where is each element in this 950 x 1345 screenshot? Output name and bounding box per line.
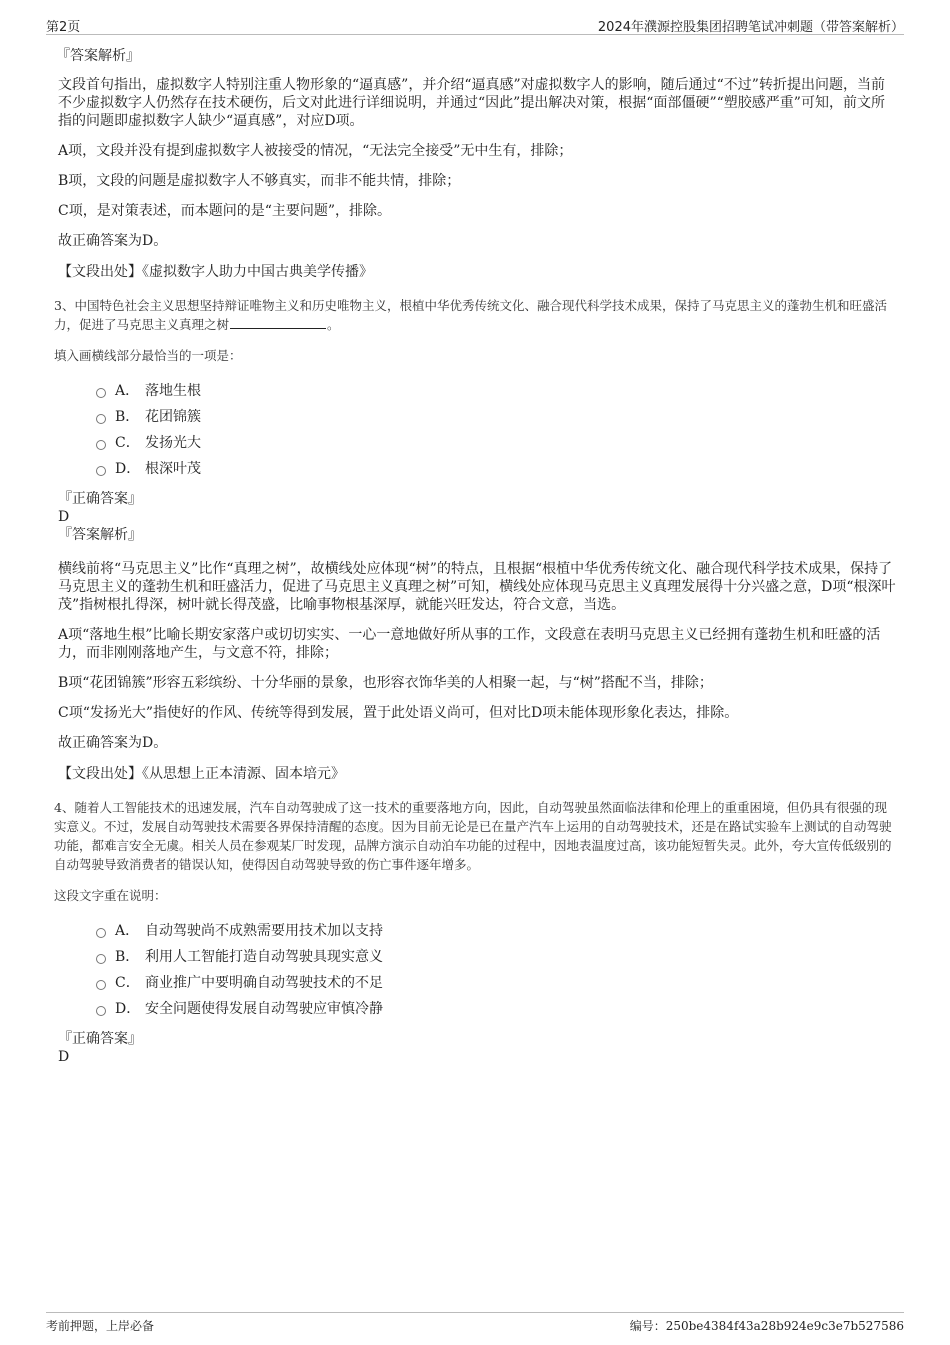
q3-question-text: 3、中国特色社会主义思想坚持辩证唯物主义和历史唯物主义，根植中华优秀传统文化、融合现代科学技术成果，保持了马克思主义的蓬勃生机和旺盛活力，促进了马克思主义真理之树 — [54, 298, 887, 332]
q2-analysis-paragraph: 故正确答案为D。 — [58, 233, 168, 249]
q3-correct-value: D — [58, 509, 70, 525]
footer-slogan: 考前押题，上岸必备 — [46, 1319, 155, 1333]
radio-icon[interactable] — [96, 414, 106, 424]
q3-analysis-paragraph: C项“发扬光大”指使好的作风、传统等得到发展，置于此处语义尚可，但对比D项未能体现形象化表达，排除。 — [58, 705, 739, 721]
option-text: 自动驾驶尚不成熟需要用技术加以支持 — [145, 923, 383, 939]
option-letter: D． — [115, 1001, 141, 1017]
radio-icon[interactable] — [96, 440, 106, 450]
q4-prompt: 这段文字重在说明： — [54, 888, 167, 903]
q3-source: 【文段出处】《从思想上正本清源、固本培元》 — [58, 766, 345, 782]
radio-icon[interactable] — [96, 1006, 106, 1016]
q3-correct-label: 『正确答案』 — [58, 491, 142, 507]
radio-icon[interactable] — [96, 954, 106, 964]
q3-question — [54, 296, 896, 334]
option-text: 安全问题使得发展自动驾驶应审慎冷静 — [145, 1001, 383, 1017]
page-number: 第2页 — [46, 20, 81, 35]
page-footer — [46, 1312, 904, 1337]
q4-option-d[interactable] — [96, 996, 896, 1022]
option-text: 商业推广中要明确自动驾驶技术的不足 — [145, 975, 383, 991]
q2-analysis-paragraph: C项，是对策表述，而本题问的是“主要问题”，排除。 — [58, 203, 392, 219]
option-text: 落地生根 — [145, 383, 201, 399]
q4-answer — [58, 1030, 896, 1066]
footer-id: 编号：250be4384f43a28b924e9c3e7b527586 — [629, 1319, 904, 1333]
q4-correct-value: D — [58, 1049, 70, 1065]
q3-option-d[interactable] — [96, 456, 896, 482]
option-text: 利用人工智能打造自动驾驶具现实意义 — [145, 949, 383, 965]
radio-icon[interactable] — [96, 928, 106, 938]
q3-options — [96, 378, 896, 482]
q3-question-end: 。 — [327, 317, 340, 332]
q4-correct-label: 『正确答案』 — [58, 1031, 142, 1047]
q3-analysis-label: 『答案解析』 — [58, 527, 142, 543]
option-text: 根深叶茂 — [145, 461, 201, 477]
radio-icon[interactable] — [96, 388, 106, 398]
option-letter: D． — [115, 461, 141, 477]
q2-source: 【文段出处】《虚拟数字人助力中国古典美学传播》 — [58, 264, 373, 280]
option-letter: B． — [115, 409, 140, 425]
q3-answer — [58, 490, 896, 544]
option-text: 发扬光大 — [145, 435, 201, 451]
q2-analysis-label: 『答案解析』 — [56, 48, 140, 64]
q3-blank-line — [230, 317, 326, 329]
page-header — [46, 14, 904, 35]
document-title: 2024年濮源控股集团招聘笔试冲刺题（带答案解析） — [597, 20, 904, 35]
q3-prompt: 填入画横线部分最恰当的一项是： — [54, 348, 242, 363]
q3-option-a[interactable] — [96, 378, 896, 404]
q3-analysis-paragraph: 故正确答案为D。 — [58, 735, 168, 751]
q3-analysis-paragraph: A项“落地生根”比喻长期安家落户或切切实实、一心一意地做好所从事的工作，文段意在表明马克思主义已经拥有蓬勃生机和旺盛的活力，而非刚刚落地产生，与文意不符，排除； — [58, 627, 881, 661]
q4-option-b[interactable] — [96, 944, 896, 970]
q3-option-c[interactable] — [96, 430, 896, 456]
q4-question: 4、随着人工智能技术的迅速发展，汽车自动驾驶成了这一技术的重要落地方向，因此，自动驾驶虽然面临法律和伦理上的重重困境，但仍具有很强的现实意义。不过，发展自动驾驶技术需要各界保持清醒的态度。因为目前无论是已在量产汽车上运用的自动驾驶技术，还是在路试实验车上测试的自动驾驶功能，都难言安全无虞。相关人员在参观某厂时发现，品牌方演示自动泊车功能的过程中，因地表温度过高，该功能短暂失灵。此外，夸大宣传低级别的自动驾驶导致消费者的错误认知，使得因自动驾驶导致的伤亡事件逐年增多。 — [54, 800, 892, 872]
option-letter: A． — [115, 383, 140, 399]
q4-options — [96, 918, 896, 1022]
radio-icon[interactable] — [96, 980, 106, 990]
option-letter: C． — [115, 975, 140, 991]
option-text: 花团锦簇 — [145, 409, 201, 425]
option-letter: B． — [115, 949, 140, 965]
q4-option-c[interactable] — [96, 970, 896, 996]
option-letter: A． — [115, 923, 140, 939]
option-letter: C． — [115, 435, 140, 451]
q2-analysis-paragraph: A项，文段并没有提到虚拟数字人被接受的情况，“无法完全接受”无中生有，排除； — [58, 143, 573, 159]
q2-analysis-paragraph: B项，文段的问题是虚拟数字人不够真实，而非不能共情，排除； — [58, 173, 461, 189]
q3-analysis-paragraph: B项“花团锦簇”形容五彩缤纷、十分华丽的景象，也形容衣饰华美的人相聚一起，与“树”搭配不当，排除； — [58, 675, 713, 691]
q2-analysis-paragraph: 文段首句指出，虚拟数字人特别注重人物形象的“逼真感”，并介绍“逼真感”对虚拟数字人的影响，随后通过“不过”转折提出问题，当前不少虚拟数字人仍然存在技术硬伤，后文对此进行详细说明，并通过“因此”提出解决对策，根据“面部僵硬”“塑胶感严重”可知，前文所指的问题即虚拟数字人缺少“逼真感”，对应D项。 — [58, 77, 885, 129]
q3-option-b[interactable] — [96, 404, 896, 430]
q3-analysis-paragraph: 横线前将“马克思主义”比作“真理之树”，故横线处应体现“树”的特点，且根据“根植中华优秀传统文化、融合现代科学技术成果，保持了马克思主义的蓬勃生机和旺盛活力，促进了马克思主义真理之树”可知，横线处应体现马克思主义真理发展得十分兴盛之意，D项“根深叶茂”指树根扎得深，树叶就长得茂盛，比喻事物根基深厚，就能兴旺发达，符合文意，当选。 — [58, 561, 896, 613]
page-content — [54, 46, 896, 1082]
q4-option-a[interactable] — [96, 918, 896, 944]
radio-icon[interactable] — [96, 466, 106, 476]
